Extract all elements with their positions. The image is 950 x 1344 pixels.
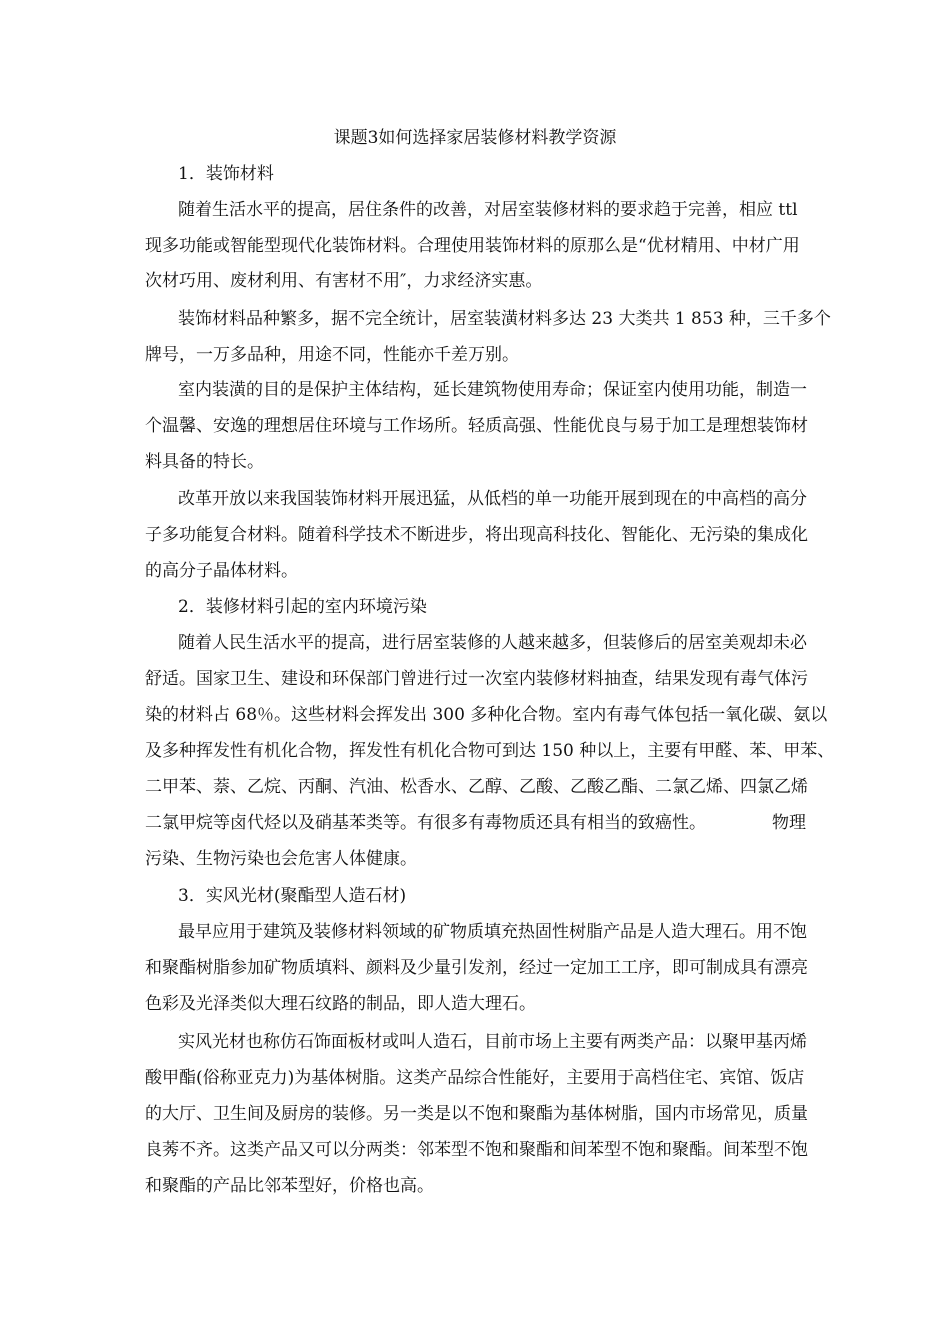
paragraph-line: 和聚酯树脂参加矿物质填料、颜料及少量引发剂，经过一定加工工序，即可制成具有漂亮 [145,958,808,978]
paragraph-line: 最早应用于建筑及装修材料领域的矿物质填充热固性树脂产品是人造大理石。用不饱 [178,922,807,942]
paragraph-line: 料具备的特长。 [145,452,264,472]
paragraph-line: 随着人民生活水平的提高，进行居室装修的人越来越多，但装修后的居室美观却未必 [178,633,807,653]
paragraph-line: 舒适。国家卫生、建设和环保部门曾进行过一次室内装修材料抽查，结果发现有毒气体污 [145,669,808,689]
paragraph-line: 的大厅、卫生间及厨房的装修。另一类是以不饱和聚酯为基体树脂，国内市场常见，质量 [145,1104,808,1124]
paragraph-line: 随着生活水平的提高，居住条件的改善，对居室装修材料的要求趋于完善，相应 ttl [178,200,798,220]
paragraph-fragment: 物理 [772,813,806,833]
paragraph-line: 的高分子晶体材料。 [145,561,298,581]
section-heading-2: 2．装修材料引起的室内环境污染 [178,597,427,617]
paragraph-line: 二氯甲烷等卤代烃以及硝基苯类等。有很多有毒物质还具有相当的致癌性。 [145,813,706,833]
paragraph-line: 改革开放以来我国装饰材料开展迅猛，从低档的单一功能开展到现在的中高档的高分 [178,489,807,509]
paragraph-line: 污染、生物污染也会危害人体健康。 [145,849,417,869]
paragraph-line: 染的材料占 68％。这些材料会挥发出 300 多种化合物。室内有毒气体包括一氧化碳、氨以 [145,705,828,725]
section-heading-1: 1．装饰材料 [178,164,274,184]
paragraph-line: 现多功能或智能型现代化装饰材料。合理使用装饰材料的原那么是“优材精用、中材广用 [145,236,800,256]
paragraph-line: 实风光材也称仿石饰面板材或叫人造石，目前市场上主要有两类产品：以聚甲基丙烯 [178,1032,807,1052]
paragraph-line: 个温馨、安逸的理想居住环境与工作场所。轻质高强、性能优良与易于加工是理想装饰材 [145,416,808,436]
paragraph-line: 子多功能复合材料。随着科学技术不断进步，将出现高科技化、智能化、无污染的集成化 [145,525,808,545]
paragraph-line: 及多种挥发性有机化合物，挥发性有机化合物可到达 150 种以上，主要有甲醛、苯、甲苯、 [145,741,835,761]
paragraph-line: 色彩及光泽类似大理石纹路的制品，即人造大理石。 [145,994,536,1014]
paragraph-line: 装饰材料品种繁多，据不完全统计，居室装潢材料多达 23 大类共 1 853 种，三千多个 [178,309,831,329]
paragraph-line: 和聚酯的产品比邻苯型好，价格也高。 [145,1176,434,1196]
paragraph-line: 酸甲酯(俗称亚克力)为基体树脂。这类产品综合性能好，主要用于高档住宅、宾馆、饭店 [145,1068,805,1088]
paragraph-line: 牌号，一万多品种，用途不同，性能亦千差万别。 [145,345,519,365]
paragraph-line: 次材巧用、废材利用、有害材不用″，力求经济实惠。 [145,271,543,291]
paragraph-line: 室内装潢的目的是保护主体结构，延长建筑物使用寿命；保证室内使用功能，制造一 [178,380,807,400]
section-heading-3: 3．实风光材(聚酯型人造石材) [178,886,407,906]
paragraph-line: 二甲苯、萘、乙烷、丙酮、汽油、松香水、乙醇、乙酸、乙酸乙酯、二氯乙烯、四氯乙烯 [145,777,808,797]
paragraph-line: 良莠不齐。这类产品又可以分两类：邻苯型不饱和聚酯和间苯型不饱和聚酯。间苯型不饱 [145,1140,808,1160]
document-title: 课题3如何选择家居装修材料教学资源 [333,128,617,148]
